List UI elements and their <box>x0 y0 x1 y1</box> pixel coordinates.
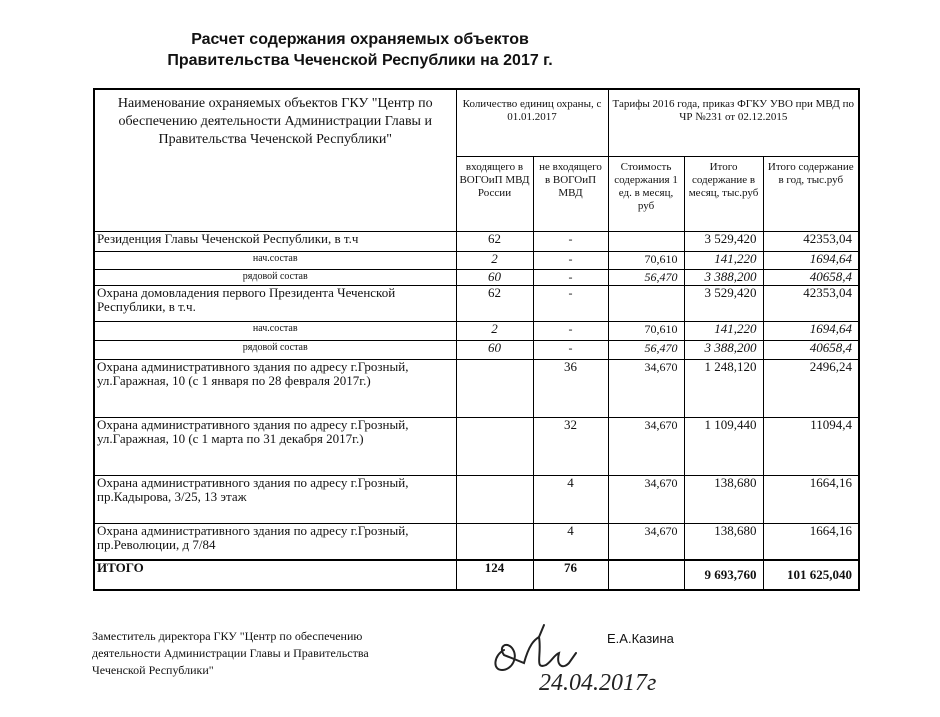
handwritten-signature <box>484 615 704 710</box>
footer-line-2: деятельности Администрации Главы и Правительства <box>92 646 369 660</box>
header-tariffs: Тарифы 2016 года, приказ ФГКУ УВО при МВД по ЧР №231 от 02.12.2015 <box>608 89 859 156</box>
header-object-name: Наименование охраняемых объектов ГКУ "Центр по обеспечению деятельности Администрации Главы и Правительства Чеченской Республики" <box>94 89 456 231</box>
cost-table <box>93 88 860 591</box>
row-object-name: нач.состав <box>94 321 456 340</box>
row-unit-cost: 70,610 <box>608 321 684 340</box>
total-year: 101 625,040 <box>763 560 859 590</box>
row-total-month: 3 529,420 <box>684 285 763 321</box>
table-row <box>94 269 859 285</box>
row-total-year: 11094,4 <box>763 417 859 475</box>
row-out-count: 4 <box>533 523 608 560</box>
row-total-year: 1664,16 <box>763 475 859 523</box>
total-month: 9 693,760 <box>684 560 763 590</box>
row-unit-cost <box>608 285 684 321</box>
header-total-month: Итого содержание в месяц, тыс.руб <box>684 156 763 231</box>
row-total-year: 2496,24 <box>763 359 859 417</box>
row-out-count: - <box>533 269 608 285</box>
row-object-name: рядовой состав <box>94 269 456 285</box>
handwritten-date: 24.04.2017г <box>539 670 657 696</box>
row-object-name: Охрана административного здания по адресу г.Грозный, пр.Революции, д 7/84 <box>94 523 456 560</box>
row-in-count: 2 <box>456 251 533 269</box>
row-object-name: Резиденция Главы Чеченской Республики, в т.ч <box>94 231 456 251</box>
row-unit-cost: 34,670 <box>608 359 684 417</box>
row-in-count: 62 <box>456 285 533 321</box>
row-object-name: Охрана административного здания по адресу г.Грозный, ул.Гаражная, 10 (с 1 марта по 31 декабря 2017г.) <box>94 417 456 475</box>
row-total-year: 42353,04 <box>763 231 859 251</box>
row-total-year: 42353,04 <box>763 285 859 321</box>
row-total-year: 1664,16 <box>763 523 859 560</box>
row-out-count: - <box>533 231 608 251</box>
row-object-name: рядовой состав <box>94 340 456 359</box>
table-row <box>94 251 859 269</box>
document-title-line-2: Правительства Чеченской Республики на 2017 г. <box>167 52 553 69</box>
row-total-month: 138,680 <box>684 523 763 560</box>
row-total-month: 141,220 <box>684 321 763 340</box>
table-row <box>94 359 859 417</box>
row-unit-cost: 70,610 <box>608 251 684 269</box>
row-in-count <box>456 417 533 475</box>
row-object-name: Охрана административного здания по адресу г.Грозный, ул.Гаражная, 10 (с 1 января по 28 февраля 2017г.) <box>94 359 456 417</box>
footer-signatory-title <box>92 628 369 679</box>
table-row <box>94 417 859 475</box>
header-not-in-vogoip: не входящего в ВОГОиП МВД <box>533 156 608 231</box>
table-row <box>94 231 859 251</box>
table-row <box>94 321 859 340</box>
header-total-year: Итого содержание в год, тыс.руб <box>763 156 859 231</box>
row-total-month: 1 248,120 <box>684 359 763 417</box>
row-in-count: 60 <box>456 340 533 359</box>
row-in-count <box>456 359 533 417</box>
row-total-month: 3 388,200 <box>684 340 763 359</box>
row-unit-cost <box>608 231 684 251</box>
row-in-count <box>456 475 533 523</box>
row-object-name: Охрана домовладения первого Президента Чеченской Республики, в т.ч. <box>94 285 456 321</box>
header-in-vogoip: входящего в ВОГОиП МВД России <box>456 156 533 231</box>
table-row <box>94 340 859 359</box>
total-in-count: 124 <box>456 560 533 590</box>
row-total-month: 141,220 <box>684 251 763 269</box>
footer-line-3: Чеченской Республики" <box>92 663 214 677</box>
total-out-count: 76 <box>533 560 608 590</box>
row-out-count: - <box>533 251 608 269</box>
row-in-count <box>456 523 533 560</box>
row-total-year: 40658,4 <box>763 269 859 285</box>
row-object-name: Охрана административного здания по адресу г.Грозный, пр.Кадырова, 3/25, 13 этаж <box>94 475 456 523</box>
row-total-month: 3 529,420 <box>684 231 763 251</box>
row-out-count: - <box>533 285 608 321</box>
table-row <box>94 285 859 321</box>
total-label: ИТОГО <box>94 560 456 590</box>
document-title-line-1: Расчет содержания охраняемых объектов <box>191 31 529 48</box>
row-unit-cost: 34,670 <box>608 475 684 523</box>
row-out-count: 36 <box>533 359 608 417</box>
row-total-month: 1 109,440 <box>684 417 763 475</box>
row-in-count: 60 <box>456 269 533 285</box>
row-out-count: 32 <box>533 417 608 475</box>
row-total-year: 40658,4 <box>763 340 859 359</box>
row-unit-cost: 56,470 <box>608 340 684 359</box>
row-total-year: 1694,64 <box>763 321 859 340</box>
total-row <box>94 560 859 590</box>
total-unit-cost <box>608 560 684 590</box>
row-object-name: нач.состав <box>94 251 456 269</box>
row-total-month: 138,680 <box>684 475 763 523</box>
row-unit-cost: 34,670 <box>608 523 684 560</box>
row-total-year: 1694,64 <box>763 251 859 269</box>
row-out-count: - <box>533 340 608 359</box>
signer-name: Е.А.Казина <box>607 631 674 646</box>
footer-line-1: Заместитель директора ГКУ "Центр по обеспечению <box>92 629 363 643</box>
table-header-row <box>94 89 859 156</box>
row-in-count: 2 <box>456 321 533 340</box>
table-row <box>94 523 859 560</box>
row-in-count: 62 <box>456 231 533 251</box>
row-out-count: - <box>533 321 608 340</box>
row-unit-cost: 34,670 <box>608 417 684 475</box>
header-quantity: Количество единиц охраны, с 01.01.2017 <box>456 89 608 156</box>
row-out-count: 4 <box>533 475 608 523</box>
header-unit-cost: Стоимость содержания 1 ед. в месяц, руб <box>608 156 684 231</box>
row-total-month: 3 388,200 <box>684 269 763 285</box>
row-unit-cost: 56,470 <box>608 269 684 285</box>
table-row <box>94 475 859 523</box>
